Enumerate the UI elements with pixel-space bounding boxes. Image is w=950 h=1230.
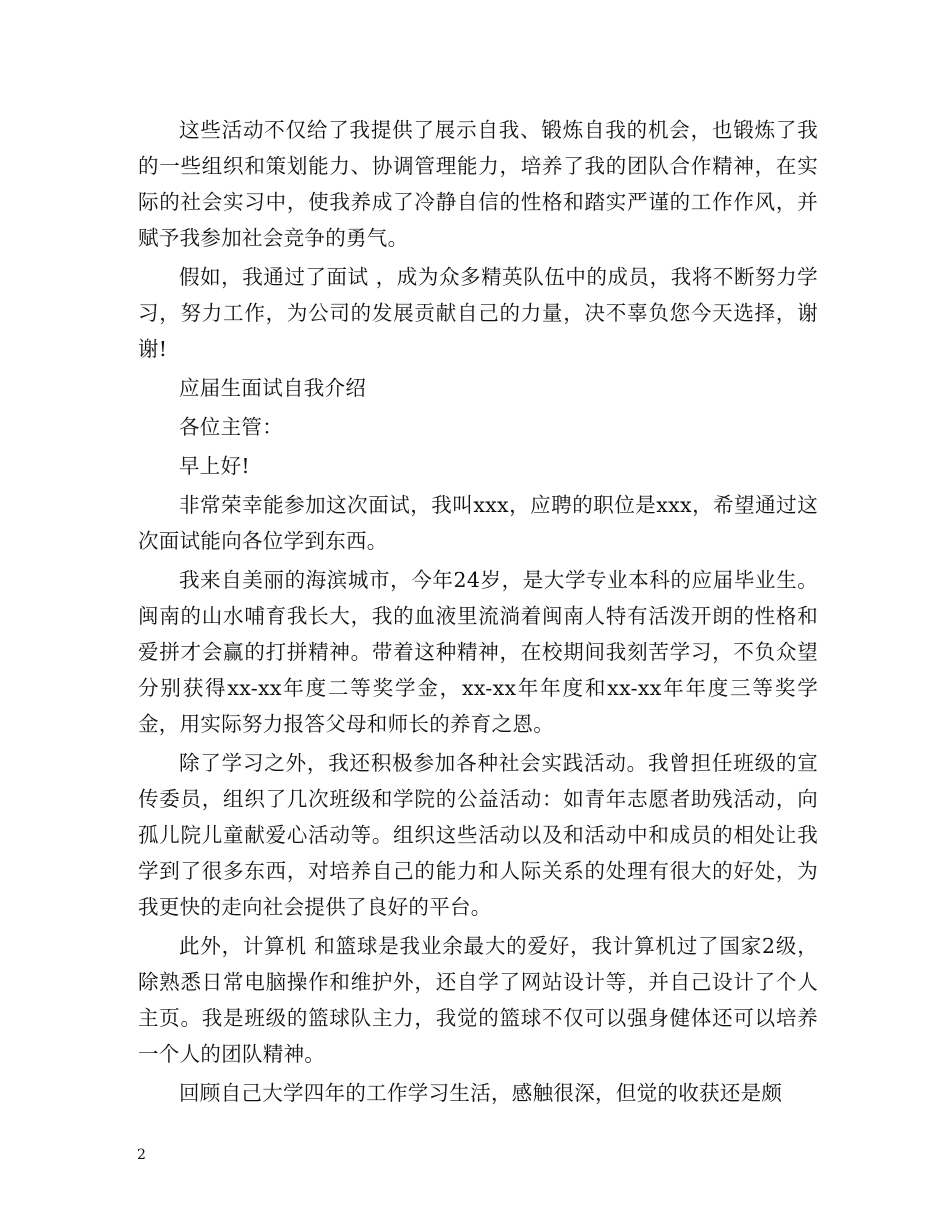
paragraph-activities-benefit: 这些活动不仅给了我提供了展示自我、锻炼自我的机会，也锻炼了我的一些组织和策划能力、协调管理能力，培养了我的团队合作精神，在实际的社会实习中，使我养成了冷静自信的性格和踏实严谨的工作作风，并赋予我参加社会竞争的勇气。 <box>138 118 818 250</box>
paragraph-review: 回顾自己大学四年的工作学习生活，感触很深，但觉的收获还是颇 <box>179 1081 783 1105</box>
salutation: 各位主管： <box>179 415 283 439</box>
paragraph-background: 我来自美丽的海滨城市，今年24岁，是大学专业本科的应届毕业生。闽南的山水哺育我长大，我的血液里流淌着闽南人特有活泼开朗的性格和爱拼才会赢的打拼精神。带着这种精神，在校期间我刻苦学习，不负众望分别获得xx-xx年度二等奖学金，xx-xx年年度和xx-xx年年度三等奖学金，用实际努力报答父母和师长的养育之恩。 <box>138 568 818 736</box>
section-heading: 应届生面试自我介绍 <box>179 376 367 400</box>
paragraph-hobbies: 此外，计算机 和篮球是我业余最大的爱好，我计算机过了国家2级，除熟悉日常电脑操作和维护外，还自学了网站设计等，并自己设计了个人主页。我是班级的篮球队主力，我觉的篮球不仅可以强身健体还可以培养一个人的团队精神。 <box>138 934 818 1066</box>
page-number: 2 <box>137 1147 146 1163</box>
paragraph-introduction: 非常荣幸能参加这次面试，我叫xxx，应聘的职位是xxx，希望通过这次面试能向各位学到东西。 <box>138 493 818 553</box>
paragraph-activities: 除了学习之外，我还积极参加各种社会实践活动。我曾担任班级的宣传委员，组织了几次班级和学院的公益活动：如青年志愿者助残活动，向孤儿院儿童献爱心活动等。组织这些活动以及和活动中和成员的相处让我学到了很多东西，对培养自己的能力和人际关系的处理有很大的好处，为我更快的走向社会提供了良好的平台。 <box>138 751 818 919</box>
document-body <box>138 112 818 1114</box>
greeting: 早上好! <box>179 454 250 478</box>
paragraph-closing-statement: 假如，我通过了面试 ，成为众多精英队伍中的成员，我将不断努力学习，努力工作，为公司的发展贡献自己的力量，决不辜负您今天选择，谢谢! <box>138 265 818 361</box>
